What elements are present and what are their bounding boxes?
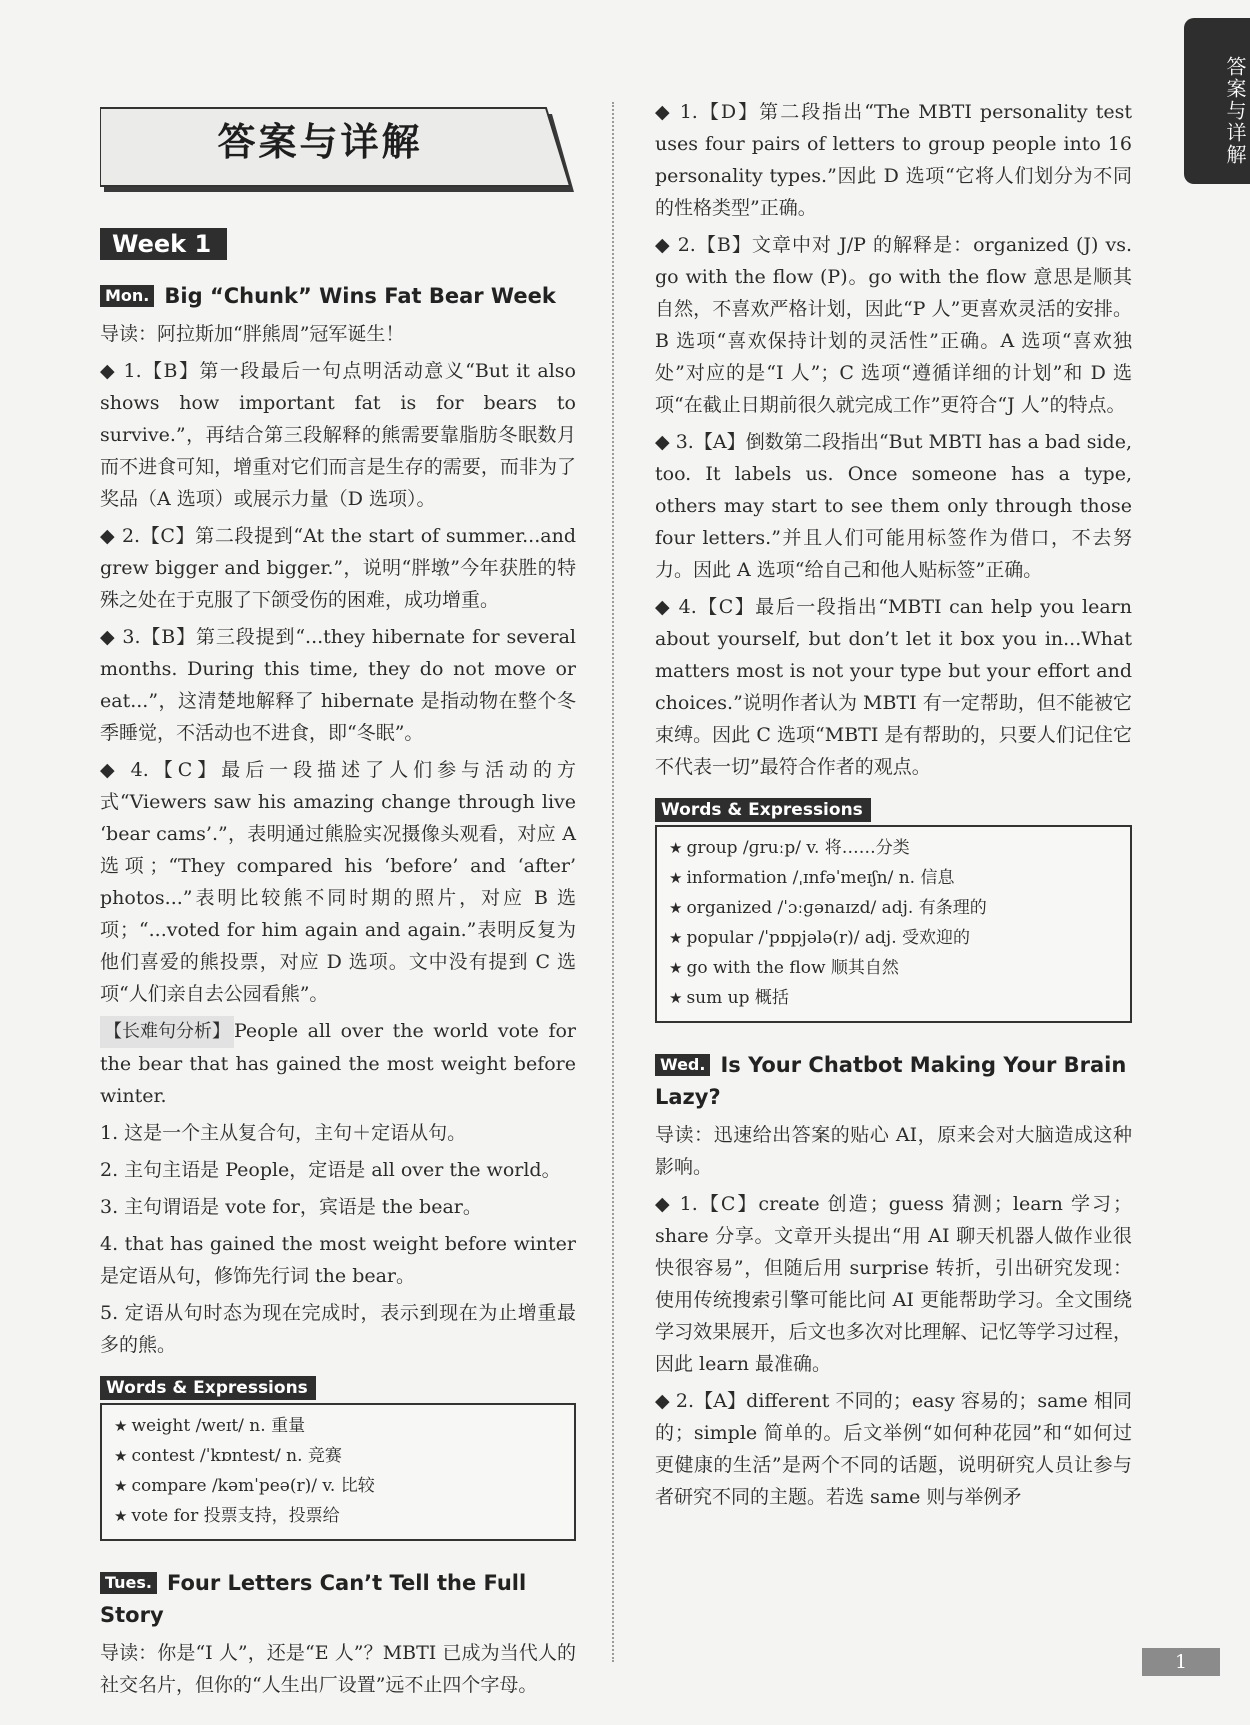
words-list <box>655 825 1132 1023</box>
wed-answer-2: ◆ 2.【A】different 不同的；easy 容易的；same 相同的；simple 简单的。后文举例“如何种花园”和“如何过更健康的生活”是两个不同的话题，说明研究人员让参与者研究不同的主题。若选 same 则与举例矛 <box>655 1390 1132 1508</box>
mon-words-expressions <box>100 1371 576 1541</box>
star-icon: ★ <box>669 899 683 917</box>
side-tab-label: 答案与详解 <box>1223 56 1247 166</box>
tues-title: Four Letters Can’t Tell the Full Story <box>100 1571 527 1627</box>
analysis-point: 3. 主句谓语是 vote for，宾语是 the bear。 <box>100 1196 482 1218</box>
word-item: ★ compare /kəmˈpeə(r)/ v. 比较 <box>114 1476 375 1496</box>
analysis-tag: 【长难句分析】 <box>100 1016 234 1048</box>
star-icon: ★ <box>114 1477 128 1495</box>
week-label: Week 1 <box>100 228 227 260</box>
star-icon: ★ <box>669 929 683 947</box>
left-column <box>100 96 576 1706</box>
tues-words-expressions <box>655 793 1132 1023</box>
page-title: 答案与详解 <box>217 120 423 164</box>
wed-heading <box>655 1049 1132 1113</box>
mon-title: Big “Chunk” Wins Fat Bear Week <box>164 284 556 308</box>
word-item: ★ go with the flow 顺其自然 <box>669 958 899 978</box>
tues-answer-2: ◆ 2.【B】文章中对 J/P 的解释是：organized (J) vs. go with the flow (P)。go with the flow 意思是顺其自然，不喜欢严格计划，因此“P 人”更喜欢灵活的安排。B 选项“喜欢保持计划的灵活性”正确。A 选项“喜欢独处”对应的是“I 人”；C 选项“遵循详细的计划”和 D 选项“在截止日期前很久就完成工作”更符合“J 人”的特点。 <box>655 234 1132 416</box>
tues-answer-3: ◆ 3.【A】倒数第二段指出“But MBTI has a bad side, too. It labels us. Once someone has a type, others may start to see them only through those four letters.”并且人们可能用标签作为借口，不去努力。因此 A 选项“给自己和他人贴标签”正确。 <box>655 431 1132 581</box>
section-side-tab <box>1184 18 1250 184</box>
right-column <box>655 96 1132 1518</box>
page-number: 1 <box>1142 1648 1220 1676</box>
word-item: ★ sum up 概括 <box>669 988 789 1008</box>
words-expressions-title: Words & Expressions <box>655 798 871 822</box>
star-icon: ★ <box>669 869 683 887</box>
wed-answer-1: ◆ 1.【C】create 创造；guess 猜测；learn 学习；share 分享。文章开头提出“用 AI 聊天机器人做作业很快很容易”，但随后用 surprise 转折，引出研究发现：使用传统搜索引擎可能比问 AI 更能帮助学习。全文围绕学习效果展开，后文也多次对比理解、记忆等学习过程，因此 learn 最准确。 <box>655 1193 1132 1375</box>
tues-answer-1: ◆ 1.【D】第二段指出“The MBTI personality test uses four pairs of letters to group people into 16 personality types.”因此 D 选项“它将人们划分为不同的性格类型”正确。 <box>655 101 1132 219</box>
tues-heading <box>100 1567 576 1631</box>
star-icon: ★ <box>114 1447 128 1465</box>
star-icon: ★ <box>114 1507 128 1525</box>
star-icon: ★ <box>669 959 683 977</box>
tues-intro: 导读：你是“I 人”，还是“E 人”？MBTI 已成为当代人的社交名片，但你的“人生出厂设置”远不止四个字母。 <box>100 1642 576 1696</box>
analysis-point: 5. 定语从句时态为现在完成时，表示到现在为止增重最多的熊。 <box>100 1302 576 1356</box>
analysis-sentence: People all over the world vote for the bear that has gained the most weight before winter. <box>100 1020 576 1107</box>
star-icon: ★ <box>669 839 683 857</box>
wed-day-badge: Wed. <box>655 1054 710 1076</box>
analysis-point: 2. 主句主语是 People，定语是 all over the world。 <box>100 1159 561 1181</box>
title-banner <box>100 106 576 200</box>
tues-answer-4: ◆ 4.【C】最后一段指出“MBTI can help you learn about yourself, but don’t let it box you in...What matters most is not your type but your effort and choices.”说明作者认为 MBTI 有一定帮助，但不能被它束缚。因此 C 选项“MBTI 是有帮助的，只要人们记住它不代表一切”最符合作者的观点。 <box>655 596 1132 778</box>
mon-answer-2: ◆ 2.【C】第二段提到“At the start of summer...and grew bigger and bigger.”，说明“胖墩”今年获胜的特殊之处在于克服了下颌受伤的困难，成功增重。 <box>100 525 576 611</box>
wed-intro: 导读：迅速给出答案的贴心 AI，原来会对大脑造成这种影响。 <box>655 1124 1132 1178</box>
star-icon: ★ <box>114 1417 128 1435</box>
word-item: ★ information /ˌɪnfəˈmeɪʃn/ n. 信息 <box>669 868 955 888</box>
wed-title: Is Your Chatbot Making Your Brain Lazy? <box>655 1053 1127 1109</box>
mon-heading <box>100 280 576 312</box>
word-item: ★ group /ɡruːp/ v. 将……分类 <box>669 838 910 858</box>
mon-answer-3: ◆ 3.【B】第三段提到“...they hibernate for several months. During this time, they do not move or eat...”，这清楚地解释了 hibernate 是指动物在整个冬季睡觉，不活动也不进食，即“冬眠”。 <box>100 626 576 744</box>
mon-answer-4: ◆ 4.【C】最后一段描述了人们参与活动的方式“Viewers saw his amazing change through live ‘bear cams’.”，表明通过熊脸实况摄像头观看，对应 A 选项；“They compared his ‘before’ and ‘after’ photos...”表明比较熊不同时期的照片，对应 B 选项；“...voted for him again and again.”表明反复为他们喜爱的熊投票，对应 D 选项。文中没有提到 C 选项“人们亲自去公园看熊”。 <box>100 759 576 1005</box>
column-divider <box>612 102 614 1662</box>
words-expressions-title: Words & Expressions <box>100 1376 316 1400</box>
analysis-point: 1. 这是一个主从复合句，主句＋定语从句。 <box>100 1122 467 1144</box>
word-item: ★ organized /ˈɔːɡənaɪzd/ adj. 有条理的 <box>669 898 987 918</box>
words-list <box>100 1403 576 1541</box>
tues-day-badge: Tues. <box>100 1572 157 1594</box>
word-item: ★ vote for 投票支持，投票给 <box>114 1506 340 1526</box>
word-item: ★ contest /ˈkɒntest/ n. 竞赛 <box>114 1446 342 1466</box>
mon-intro: 导读：阿拉斯加“胖熊周”冠军诞生！ <box>100 323 405 345</box>
mon-answer-1: ◆ 1.【B】第一段最后一句点明活动意义“But it also shows how important fat is for bears to survive.”，再结合第三段解释的熊需要靠脂肪冬眠数月而不进食可知，增重对它们而言是生存的需要，而非为了奖品（A 选项）或展示力量（D 选项）。 <box>100 360 576 510</box>
mon-day-badge: Mon. <box>100 285 154 307</box>
analysis-point: 4. that has gained the most weight before winter 是定语从句，修饰先行词 the bear。 <box>100 1233 576 1287</box>
sentence-analysis <box>100 1015 576 1112</box>
word-item: ★ popular /ˈpɒpjələ(r)/ adj. 受欢迎的 <box>669 928 970 948</box>
word-item: ★ weight /weɪt/ n. 重量 <box>114 1416 306 1436</box>
star-icon: ★ <box>669 989 683 1007</box>
